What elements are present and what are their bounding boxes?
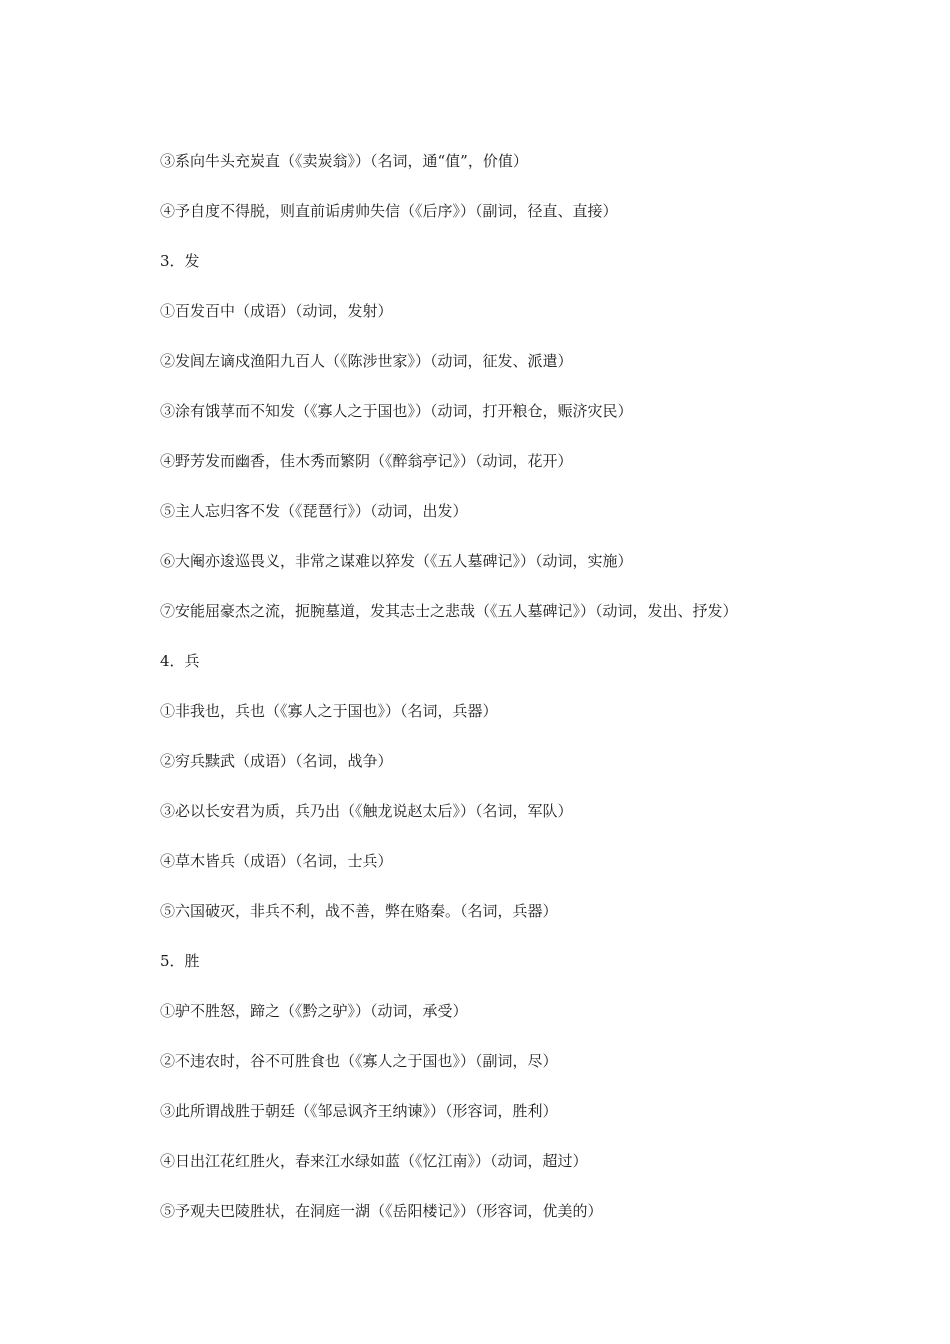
example-line: ⑥大阉亦逡巡畏义，非常之谋难以猝发（《五人墓碑记》）（动词，实施） xyxy=(160,552,633,570)
document-page xyxy=(160,150,920,1250)
example-line: ③此所谓战胜于朝廷（《邹忌讽齐王纳谏》）（形容词，胜利） xyxy=(160,1102,558,1120)
example-line: ③系向牛头充炭直（《卖炭翁》）（名词，通“值”，价值） xyxy=(160,152,528,170)
example-line: ②发闾左谪戍渔阳九百人（《陈涉世家》）（动词，征发、派遣） xyxy=(160,352,573,370)
example-line: ③涂有饿莩而不知发（《寡人之于国也》）（动词，打开粮仓，赈济灾民） xyxy=(160,402,633,420)
section-heading: 4．兵 xyxy=(160,652,200,670)
example-line: ③必以长安君为质，兵乃出（《触龙说赵太后》）（名词，军队） xyxy=(160,802,573,820)
example-line: ⑤予观夫巴陵胜状，在洞庭一湖（《岳阳楼记》）（形容词，优美的） xyxy=(160,1202,603,1220)
section-heading: 3．发 xyxy=(160,252,200,270)
example-line: ②不违农时，谷不可胜食也（《寡人之于国也》）（副词，尽） xyxy=(160,1052,558,1070)
section-heading: 5．胜 xyxy=(160,952,200,970)
example-line: ①非我也，兵也（《寡人之于国也》）（名词，兵器） xyxy=(160,702,498,720)
example-line: ④野芳发而幽香，佳木秀而繁阴（《醉翁亭记》）（动词，花开） xyxy=(160,452,573,470)
example-line: ④予自度不得脱，则直前诟虏帅失信（《后序》）（副词，径直、直接） xyxy=(160,202,618,220)
example-line: ①驴不胜怒，蹄之（《黔之驴》）（动词，承受） xyxy=(160,1002,468,1020)
example-line: ②穷兵黩武（成语）（名词，战争） xyxy=(160,752,393,770)
example-line: ④草木皆兵（成语）（名词，士兵） xyxy=(160,852,393,870)
example-line: ⑦安能屈豪杰之流，扼腕墓道，发其志士之悲哉（《五人墓碑记》）（动词，发出、抒发） xyxy=(160,602,738,620)
example-line: ⑤主人忘归客不发（《琵琶行》）（动词，出发） xyxy=(160,502,468,520)
example-line: ⑤六国破灭，非兵不利，战不善，弊在赂秦。（名词，兵器） xyxy=(160,902,558,920)
example-line: ④日出江花红胜火，春来江水绿如蓝（《忆江南》）（动词，超过） xyxy=(160,1152,588,1170)
example-line: ①百发百中（成语）（动词，发射） xyxy=(160,302,393,320)
